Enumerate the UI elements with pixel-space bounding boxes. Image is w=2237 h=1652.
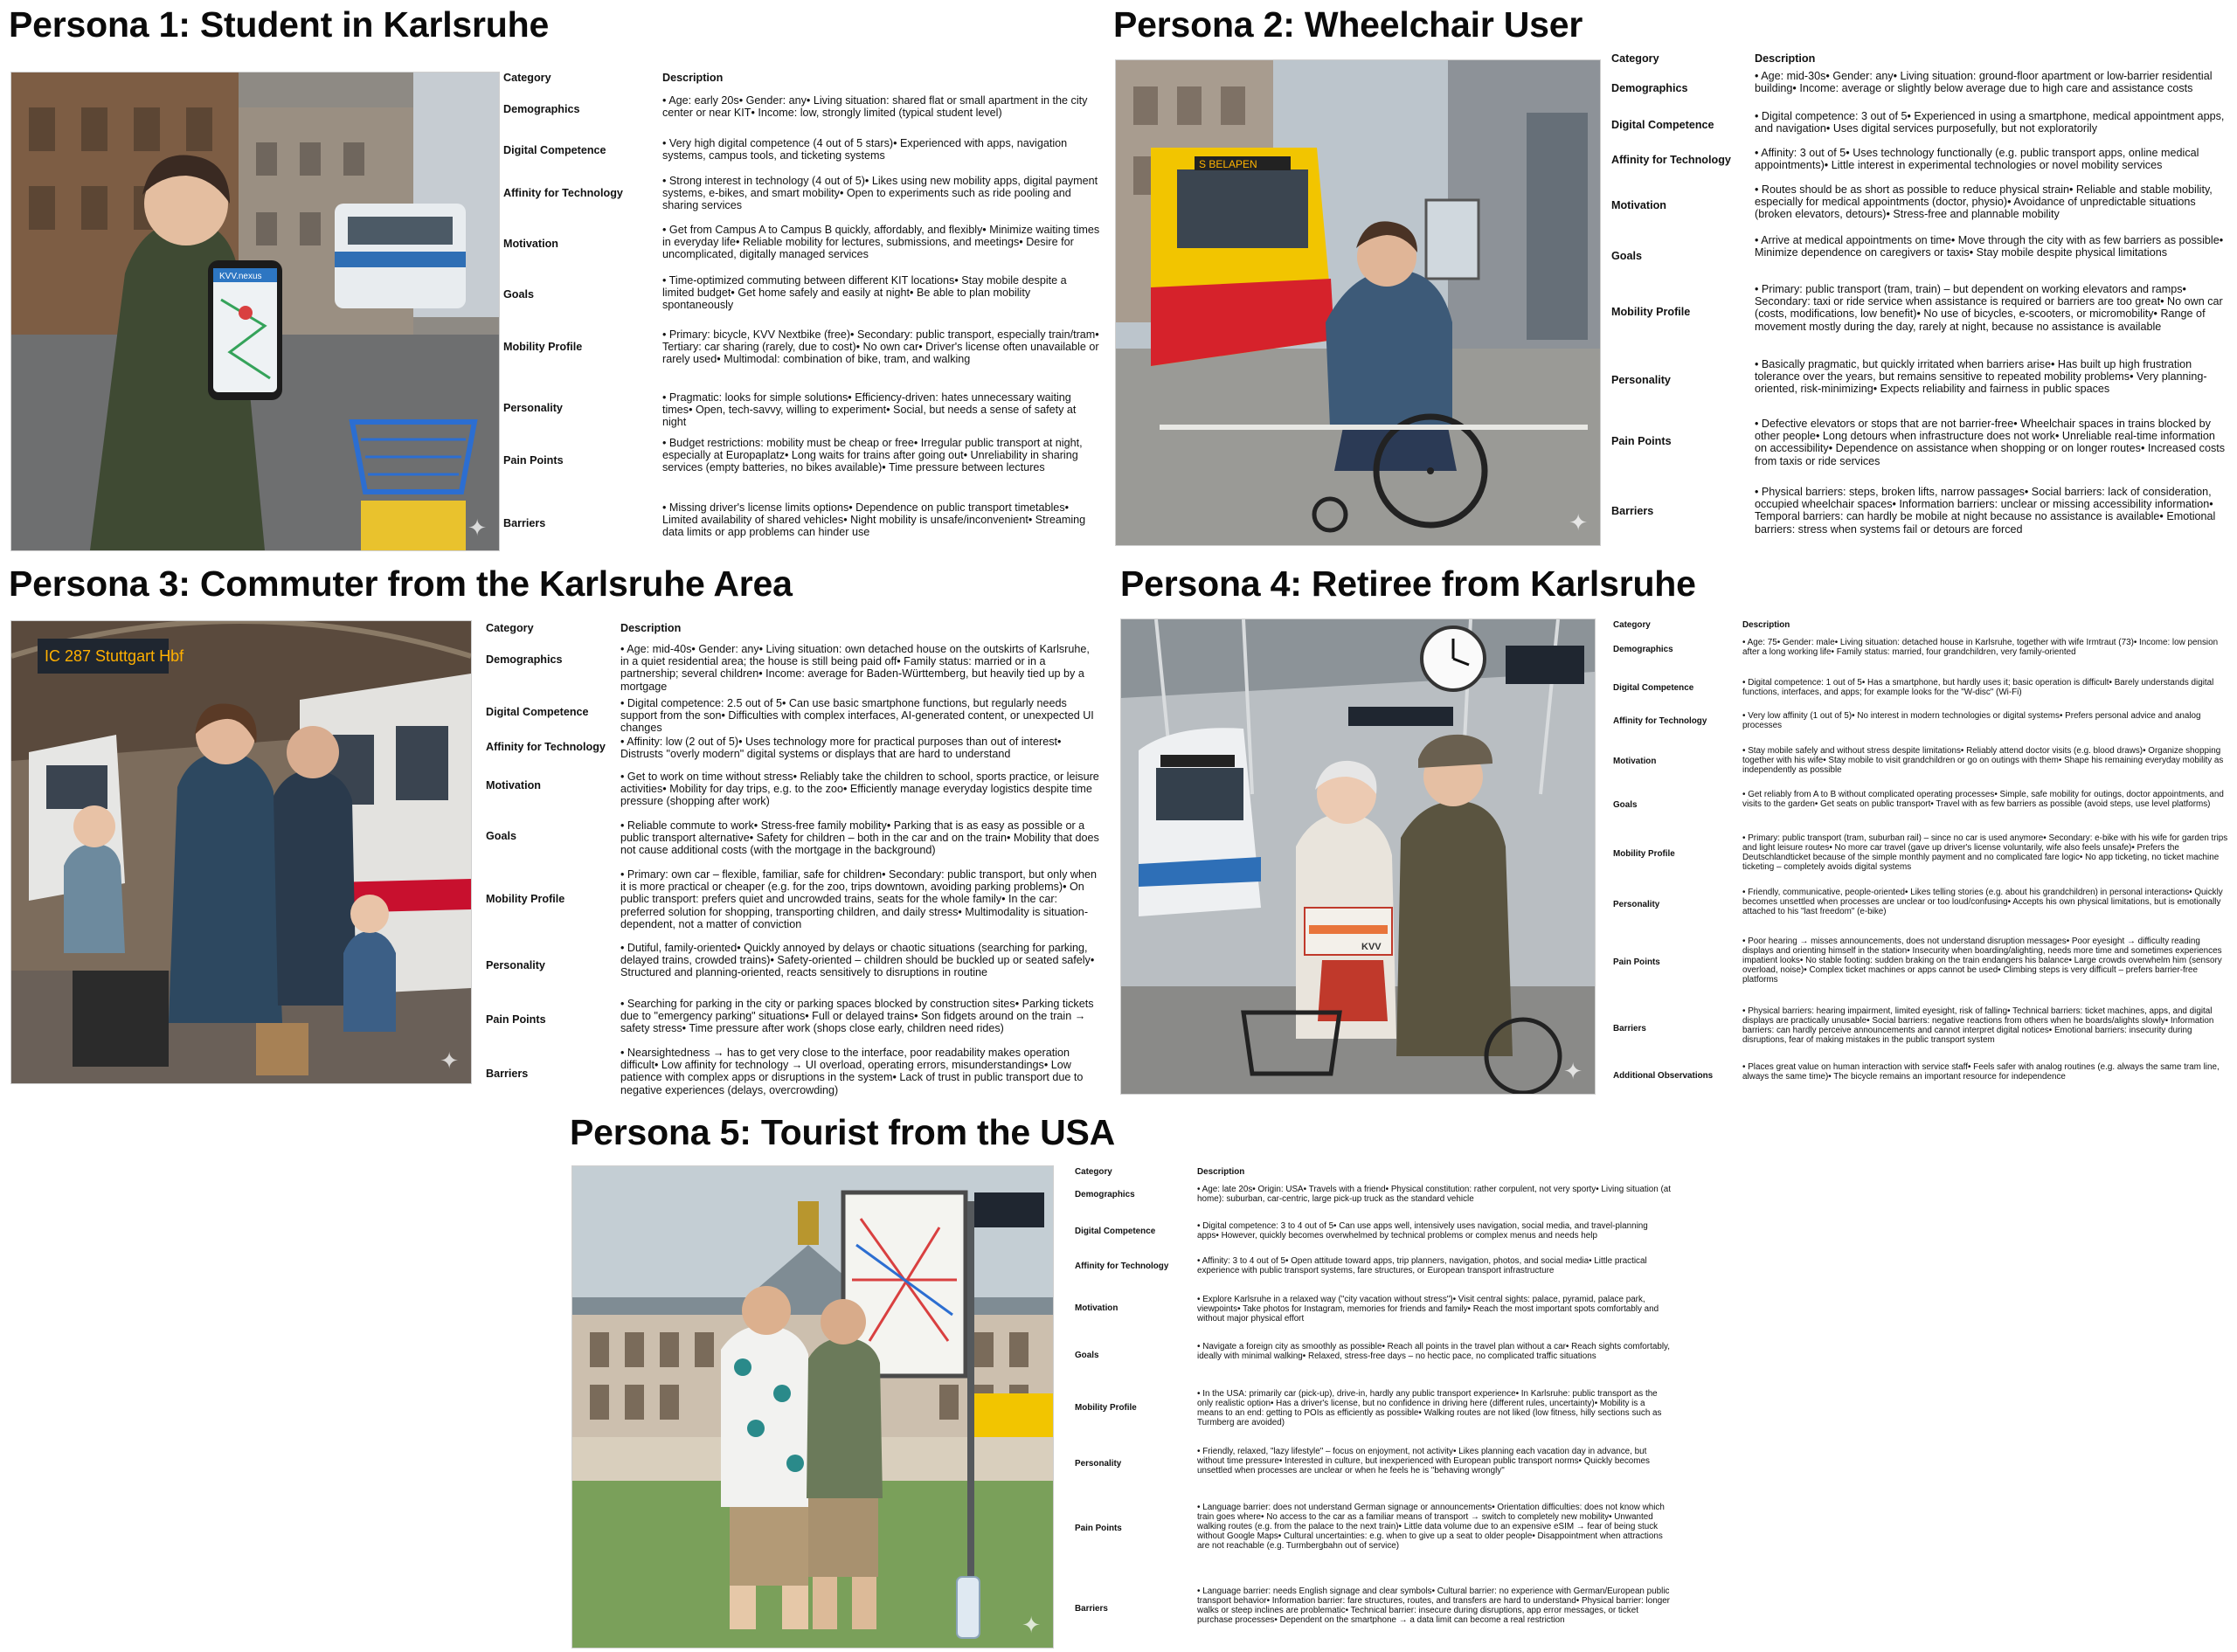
- row-category: Additional Observations: [1613, 1071, 1714, 1081]
- row-category: Affinity for Technology: [1075, 1261, 1169, 1271]
- row-description: • Get from Campus A to Campus B quickly, affordably, and flexibly• Minimize waiting times in everyday life• Reliable mobility for lectures, submissions, and meetings• Desire for uncomplicated, digitally managed services: [662, 224, 1100, 261]
- row-description: • Poor hearing → misses announcements, does not understand disruption messages• Poor eyesight → difficulty reading displays and orienting himself in the station• Insecurity when boarding/alighting, needs more time and sometimes experiences impatient looks• No stable footing: sudden braking on the train endangers his balance• Large crowds overwhelm him (sensory overload, noise)• Complex ticket machines or apps cannot be used• Climbing steps is very difficult – prefers barrier-free platforms: [1742, 937, 2222, 985]
- row-description: • Budget restrictions: mobility must be cheap or free• Irregular public transport at night, especially at Europaplatz• Long waits for trains after going out• Unreliability in sharing services (empty batteries, no bikes available)• Time pressure between lectures: [662, 437, 1083, 474]
- row-category: Pain Points: [1611, 435, 1672, 447]
- row-category: Motivation: [486, 779, 541, 791]
- row-category: Personality: [503, 402, 563, 414]
- row-category: Affinity for Technology: [1611, 154, 1731, 166]
- category-header: Category: [486, 622, 534, 634]
- row-category: Mobility Profile: [1613, 849, 1675, 859]
- row-category: Motivation: [1611, 199, 1666, 211]
- row-description: • Reliable commute to work• Stress-free family mobility• Parking that is as easy as possible or a public transport alternative• Safety for children – both in the car and on the train• Mobility that does not cause additional costs (with the mortgage in the background): [620, 819, 1099, 857]
- row-category: Motivation: [1613, 757, 1657, 766]
- row-description: • Primary: public transport (tram, train) – but dependent on working elevators and ramps• Secondary: taxi or ride service when assistance is required or barriers are too great• No own car (costs, modifications, low benefit)• No use of bicycles, e-scooters, or micromobility• Range of movement mostly during the day, rarely at night, because no assistance is available: [1755, 283, 2223, 333]
- row-description: • Digital competence: 3 to 4 out of 5• Can use apps well, intensively uses navigation, social media, and travel-planning apps• However, quickly becomes overwhelmed by technical problems or complex menus and needs help: [1197, 1221, 1648, 1241]
- row-category: Affinity for Technology: [1613, 716, 1707, 726]
- row-description: • Physical barriers: steps, broken lifts, narrow passages• Social barriers: lack of consideration, occupied wheelchair spaces• Information barriers: unclear or missing accessibility information• Temporal barriers: can hardly be mobile at night because no assistance is available• Emotional barriers: stress when systems fail or detours are forced: [1755, 486, 2216, 536]
- row-category: Goals: [1613, 800, 1638, 810]
- description-header: Description: [662, 72, 724, 84]
- category-header: Category: [1611, 52, 1659, 65]
- row-description: • Age: mid-30s• Gender: any• Living situation: ground-floor apartment or low-barrier residential building• Income: average or slightly below average due to high care and assistance costs: [1755, 70, 2213, 95]
- persona-4-photo: [1120, 619, 1596, 1095]
- row-description: • Primary: own car – flexible, familiar, safe for children• Secondary: public transport, but only when it is more practical or cheaper (e.g. for the zoo, trips downtown, avoiding parking problems)• On public transport: prefers quiet and uncrowded trains, seats for the whole family• In the car: preferred solution for shopping, transporting children, and daily stress• Multimodality is situation-dependent, not a matter of conviction: [620, 868, 1097, 930]
- row-description: • Age: early 20s• Gender: any• Living situation: shared flat or small apartment in the city center or near KIT• Income: low, strongly limited (typical student level): [662, 94, 1088, 120]
- sparkle-icon: ✦: [1022, 1612, 1041, 1638]
- row-description: • Affinity: 3 out of 5• Uses technology functionally (e.g. public transport apps, online medical appointments)• Little interest in experimental technologies or novel mobility services: [1755, 147, 2199, 172]
- row-description: • Basically pragmatic, but quickly irritated when barriers arise• Has built up high frustration tolerance over the years, but remains sensitive to repeated mobility problems• Very planning-oriented, risk-minimizing• Expects reliability and fairness in public spaces: [1755, 358, 2207, 396]
- persona-1-panel: [9, 2, 1101, 550]
- row-description: • Digital competence: 3 out of 5• Experienced in using a smartphone, medical appointment apps, and navigation• Uses digital services purposefully, but not exploratorily: [1755, 110, 2225, 135]
- row-description: • Friendly, communicative, people-oriented• Likes telling stories (e.g. about his grandchildren) in personal interactions• Quickly becomes unsettled when processes are unclear or too loud/confusing• Accepts his own physical limitations, but is emotionally attached to his "last freedom" (e-bike): [1742, 888, 2223, 916]
- row-category: Barriers: [503, 517, 546, 529]
- row-category: Mobility Profile: [503, 341, 583, 353]
- persona-2-title: Persona 2: Wheelchair User: [1113, 4, 1583, 45]
- row-category: Barriers: [1611, 505, 1654, 517]
- row-description: • Primary: public transport (tram, suburban rail) – since no car is used anymore• Secondary: e-bike with his wife for garden trips and light leisure routes• No more car travel (gave up driver's license voluntarily, wife also feels unsafe)• Prefers the Deutschlandticket because of the simple monthly payment and no complicated fare logic• No app ticketing, no ticket machine ticketing – completely avoids digital systems: [1742, 833, 2228, 872]
- row-description: • Nearsightedness → has to get very close to the interface, poor readability makes operation difficult• Low affinity for technology → UI overload, operating errors, misunderstandings• Low patience with complex apps or disruptions in the system• Lack of trust in public transport due to negative experiences (delays, overcrowding): [620, 1047, 1084, 1096]
- row-description: • Explore Karlsruhe in a relaxed way ("city vacation without stress")• Visit central sights: palace, pyramid, palace park, viewpoints• Take photos for Instagram, memories for friends and family• Reach the most important spots comfortably and without major physical effort: [1197, 1295, 1659, 1324]
- persona-3-title: Persona 3: Commuter from the Karlsruhe Area: [9, 563, 793, 604]
- row-description: • Stay mobile safely and without stress despite limitations• Reliably attend doctor visits (e.g. blood draws)• Organize shopping together with his wife• Stay mobile to visit grandchildren or go on outings with them• Shape his remaining everyday mobility as independently as possible: [1742, 746, 2224, 775]
- row-category: Motivation: [1075, 1303, 1118, 1313]
- row-category: Personality: [486, 959, 545, 971]
- row-category: Mobility Profile: [1611, 306, 1691, 318]
- persona-3-table: [486, 622, 1101, 1101]
- row-description: • In the USA: primarily car (pick-up), drive-in, hardly any public transport experience• In Karlsruhe: public transport as the only realistic option• Has a driver's license, but no confidence in driving here (different rules, uncertainty)• Mobility is a means to an end: getting to POIs as efficiently as possible• Walking routes are not liked (low fitness, hilly sections such as Turmberg are avoided): [1197, 1389, 1662, 1427]
- row-category: Motivation: [503, 238, 558, 250]
- persona-1-photo: [10, 72, 500, 551]
- row-description: • Language barrier: does not understand German signage or announcements• Orientation difficulties: does not know which train goes where• No access to the car as a familiar means of transport → switch to completely new mobility• Unwanted walking routes (e.g. from the palace to the next train)• Little data volume due to an expensive eSIM → fear of being stuck without Google Maps• Cultural uncertainties: e.g. when to give up a seat to older people• Disappointment when attractions are not reachable (e.g. Turmbergbahn out of service): [1197, 1503, 1665, 1551]
- row-category: Barriers: [1075, 1604, 1108, 1614]
- row-description: • Strong interest in technology (4 out of 5)• Likes using new mobility apps, digital payment systems, e-bikes, and smart mobility• Open to experiments such as ride pooling and sharing services: [662, 175, 1098, 212]
- persona-3-panel: [9, 561, 1101, 1101]
- row-category: Personality: [1611, 374, 1671, 386]
- row-category: Pain Points: [1075, 1524, 1122, 1533]
- row-description: • Routes should be as short as possible to reduce physical strain• Reliable and stable mobility, especially for medical appointments (doctor, physio)• Avoidance of unpredictable situations (broken elevators, detours)• Stress-free and plannable mobility: [1755, 183, 2213, 221]
- row-description: • Very high digital competence (4 out of 5 stars)• Experienced with apps, navigation systems, campus tools, and ticketing systems: [662, 137, 1068, 162]
- row-category: Affinity for Technology: [486, 741, 606, 753]
- ticket-label: KVV: [1361, 942, 1382, 952]
- row-category: Pain Points: [1613, 957, 1660, 967]
- row-description: • Defective elevators or stops that are not barrier-free• Wheelchair spaces in trains blocked by other people• Long detours when infrastructure does not work• Unreliable real-time information on accessibility• Dependence on assistance when shopping or on longer routes• Increased costs from taxis or ride services: [1755, 418, 2226, 467]
- category-header: Category: [1613, 620, 1651, 630]
- row-category: Demographics: [1611, 82, 1688, 94]
- persona-2-panel: [1113, 2, 2228, 545]
- row-category: Digital Competence: [486, 706, 589, 718]
- row-category: Demographics: [486, 653, 563, 666]
- description-header: Description: [620, 622, 682, 634]
- description-header: Description: [1742, 620, 1790, 630]
- persona-1-title: Persona 1: Student in Karlsruhe: [9, 4, 550, 45]
- tram-sign-label: S BELAPEN: [1199, 158, 1257, 170]
- row-description: • Arrive at medical appointments on time• Move through the city with as few barriers as possible• Minimize dependence on caregivers or taxis• Stay mobile despite physical limitations: [1755, 234, 2224, 259]
- sparkle-icon: ✦: [1569, 509, 1588, 536]
- row-description: • Age: 75• Gender: male• Living situation: detached house in Karlsruhe, together with wife Irmtraut (73)• Income: low pension after a long working life• Family status: married, four grandchildren, very family-oriented: [1742, 638, 2219, 657]
- row-description: • Dutiful, family-oriented• Quickly annoyed by delays or chaotic situations (searching for parking, delayed trains, crowded trains)• Safety-oriented – children should be buckled up or seated safely• Structured and planning-oriented, reacts sensitively to disruptions in routine: [620, 942, 1095, 979]
- persona-4-panel: [1120, 561, 2228, 1099]
- row-category: Mobility Profile: [1075, 1403, 1137, 1413]
- row-category: Demographics: [503, 103, 580, 115]
- station-sign-label: IC 287 Stuttgart Hbf: [45, 647, 184, 665]
- persona-2-table: [1611, 52, 2228, 545]
- category-header: Category: [1075, 1167, 1112, 1177]
- persona-5-photo: [571, 1165, 1054, 1649]
- row-category: Digital Competence: [503, 144, 606, 156]
- persona-2-photo: [1115, 59, 1601, 546]
- row-category: Pain Points: [486, 1013, 546, 1026]
- persona-1-table: [503, 72, 1101, 550]
- row-category: Goals: [1075, 1351, 1099, 1360]
- row-description: • Primary: bicycle, KVV Nextbike (free)• Secondary: public transport, especially train/tram• Tertiary: car sharing (rarely, due to cost)• No own car• Driver's license often unavailable or rarely used• Multimodal: combination of bike, tram, and walking: [662, 328, 1099, 366]
- row-category: Personality: [1075, 1459, 1122, 1469]
- sparkle-icon: ✦: [467, 515, 487, 541]
- row-category: Digital Competence: [1613, 683, 1694, 693]
- row-description: • Navigate a foreign city as smoothly as possible• Reach all points in the travel plan without a car• Reach sights comfortably, ideally with minimal walking• Relaxed, stress-free days – no hectic pace, no complicated traffic situations: [1197, 1342, 1670, 1361]
- row-description: • Places great value on human interaction with service staff• Feels safer with analog routines (e.g. always the same tram line, always the same time)• The bicycle remains an important resource for independence: [1742, 1062, 2220, 1082]
- row-description: • Affinity: low (2 out of 5)• Uses technology more for practical purposes than out of interest• Distrusts "overly modern" digital systems or displays that are hard to understand: [620, 736, 1062, 761]
- row-category: Pain Points: [503, 454, 564, 467]
- persona-3-photo: [10, 620, 472, 1084]
- row-description: • Age: mid-40s• Gender: any• Living situation: own detached house on the outskirts of Karlsruhe, in a quiet residential area; the house is still being paid off• Family status: married or in a partnership; several children• Income: average for Baden-Württemberg, but heavily tied up by a mortgage: [620, 643, 1090, 693]
- row-description: • Searching for parking in the city or parking spaces blocked by construction sites• Parking tickets due to "emergency parking" situations• Full or delayed trains• Son fidgets around on the train → safety stress• Time pressure after work (shops close early, children need rides): [620, 998, 1094, 1035]
- sparkle-icon: ✦: [440, 1047, 459, 1074]
- row-category: Personality: [1613, 900, 1660, 909]
- row-description: • Get reliably from A to B without complicated operating processes• Simple, safe mobility for outings, doctor appointments, and visits to the garden• Get seats on public transport• Travel with as few barriers as possible (avoid steps, use level platforms): [1742, 790, 2224, 809]
- row-description: • Digital competence: 2.5 out of 5• Can use basic smartphone functions, but regularly needs support from the son• Difficulties with complex interfaces, AI-generated content, or unexpected UI changes: [620, 697, 1094, 735]
- row-description: • Time-optimized commuting between different KIT locations• Stay mobile despite a limited budget• Get home safely and easily at night• Be able to plan mobility spontaneously: [662, 274, 1067, 312]
- row-category: Digital Competence: [1075, 1227, 1156, 1236]
- row-description: • Affinity: 3 to 4 out of 5• Open attitude toward apps, trip planners, navigation, photos, and social media• Little practical experience with public transport systems, fare structures, or European transport infrastructure: [1197, 1256, 1647, 1275]
- row-category: Barriers: [486, 1068, 529, 1080]
- row-category: Goals: [1611, 250, 1642, 262]
- row-description: • Pragmatic: looks for simple solutions• Efficiency-driven: hates unnecessary waiting times• Open, tech-savvy, willing to experiment• Social, but needs a sense of safety at night: [662, 391, 1077, 429]
- persona-4-table: [1613, 620, 2228, 1099]
- persona-4-title: Persona 4: Retiree from Karlsruhe: [1120, 563, 1696, 604]
- row-description: • Get to work on time without stress• Reliably take the children to school, sports practice, or leisure activities• Mobility for day trips, e.g. to the zoo• Efficiently manage everyday logistics despite time pressure (shopping after work): [620, 771, 1099, 808]
- row-category: Demographics: [1075, 1190, 1135, 1199]
- row-description: • Age: late 20s• Origin: USA• Travels with a friend• Physical constitution: rather corpulent, not very sporty• Living situation (at home): suburban, car-centric, large pick-up truck as the standard vehicle: [1197, 1185, 1672, 1204]
- row-category: Mobility Profile: [486, 893, 565, 905]
- description-header: Description: [1197, 1167, 1245, 1177]
- row-description: • Very low affinity (1 out of 5)• No interest in modern technologies or digital systems• Prefers personal advice and analog processes: [1742, 711, 2201, 730]
- row-description: • Missing driver's license limits options• Dependence on public transport timetables• Limited availability of shared vehicles• Night mobility is unsafe/inconvenient• Streaming data limits or app problems can hinder use: [662, 501, 1086, 539]
- row-description: • Physical barriers: hearing impairment, limited eyesight, risk of falling• Technical barriers: ticket machines, apps, and digital displays are practically unusable• Social barriers: negative reactions from others when he boards/alights slowly• Information barriers: can hardly perceive announcements and cannot interpret digital notices• Emotional barriers: insecurity during disruptions, fear of making mistakes in the public transport system: [1742, 1006, 2214, 1045]
- row-description: • Friendly, relaxed, "lazy lifestyle" – focus on enjoyment, not activity• Likes planning each vacation day in advance, but without time pressure• Interested in culture, but inexperienced with European public transport norms• Quickly becomes unsettled when processes are unclear or when he feels he is "behaving wrongly": [1197, 1447, 1650, 1476]
- persona-5-panel: [570, 1109, 1671, 1649]
- row-description: • Language barrier: needs English signage and clear symbols• Cultural barrier: no experience with German/European public transport behavior• Information barrier: fare structures, routes, and transfers are hard to understand• Physical barrier: longer walks or steep inclines are problematic• Technical barrier: insecure during disruptions, app error messages, or ticket purchase processes• Dependent on the smartphone → a data limit can become a real restriction: [1197, 1586, 1670, 1625]
- category-header: Category: [503, 72, 551, 84]
- description-header: Description: [1755, 52, 1816, 65]
- row-description: • Digital competence: 1 out of 5• Has a smartphone, but hardly uses it; basic operation is difficult• Barely understands digital functions, interfaces, and apps; for example looks for the "W-disc" (Wi-Fi): [1742, 678, 2214, 697]
- row-category: Barriers: [1613, 1024, 1646, 1033]
- sparkle-icon: ✦: [1563, 1058, 1583, 1084]
- row-category: Affinity for Technology: [503, 187, 623, 199]
- persona-5-table: [1075, 1167, 1671, 1649]
- persona-5-title: Persona 5: Tourist from the USA: [570, 1112, 1116, 1152]
- row-category: Digital Competence: [1611, 119, 1714, 131]
- phone-app-label: KVV.nexus: [219, 272, 262, 281]
- row-category: Goals: [486, 830, 516, 842]
- row-category: Demographics: [1613, 645, 1673, 654]
- row-category: Goals: [503, 288, 534, 301]
